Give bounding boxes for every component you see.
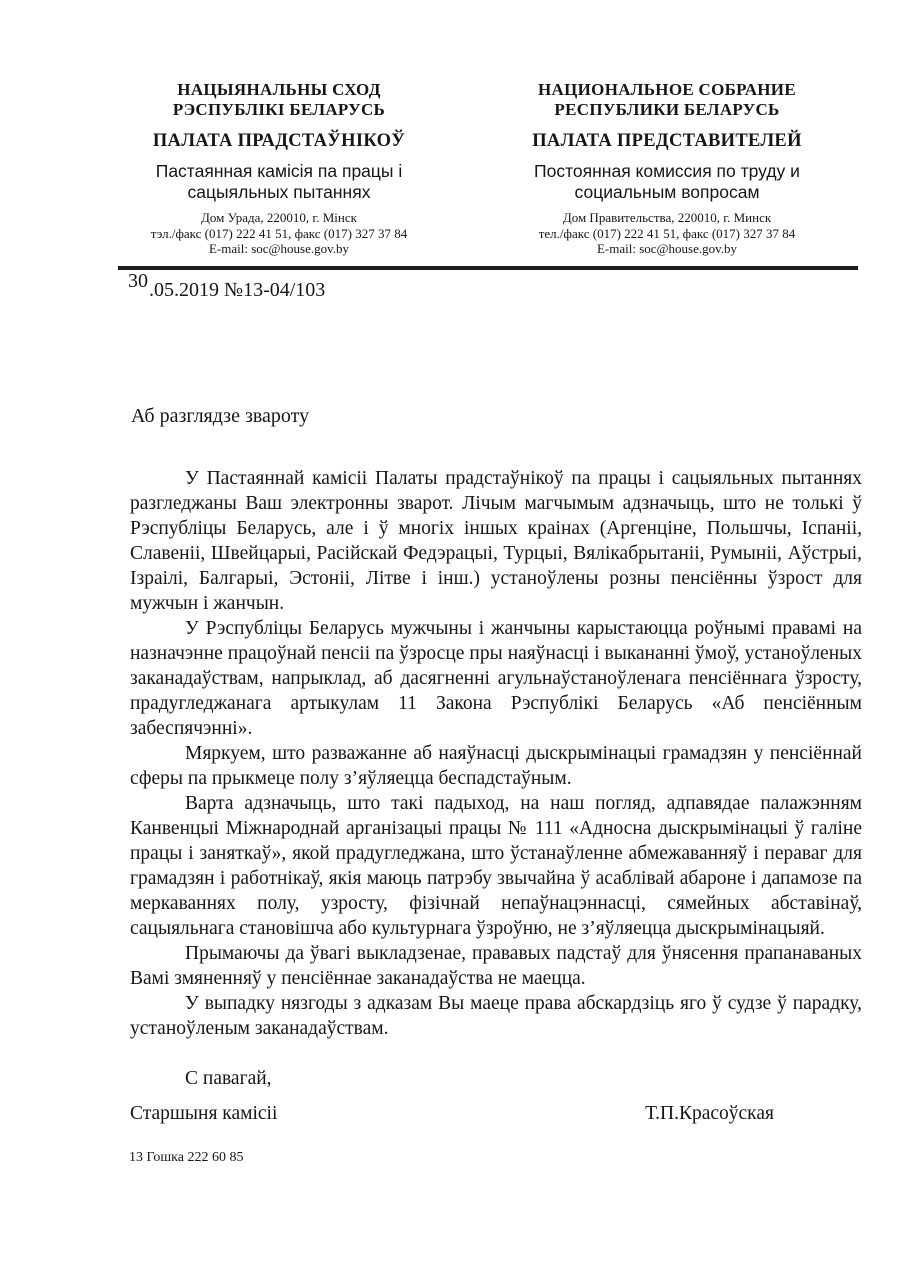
body-paragraph: У выпадку нязгоды з адказам Вы маеце права абскардзіць яго ў судзе ў парадку, устаноўленым заканадаўствам. — [130, 993, 862, 1039]
letterhead-divider-rule — [118, 266, 858, 270]
letterhead-russian — [508, 80, 826, 257]
commission-name-ru-line2: социальным вопросам — [574, 181, 760, 202]
org-name-by-line1: НАЦЫЯНАЛЬНЫ СХОД — [177, 80, 381, 99]
org-name-ru-line1: НАЦИОНАЛЬНОЕ СОБРАНИЕ — [538, 80, 796, 99]
contact-block-by — [128, 210, 430, 257]
commission-name-by-line1: Пастаянная камісія па працы і — [155, 161, 403, 181]
commission-name-by — [128, 161, 430, 202]
signer-position: Старшыня камісіі — [130, 1103, 278, 1124]
address-ru: Дом Правительства, 220010, г. Минск — [562, 210, 772, 225]
reference-date-number: .05.2019 №13-04/103 — [149, 279, 326, 301]
letter-body — [130, 466, 862, 1041]
body-paragraph: Прымаючы да ўвагі выкладзенае, прававых падстаў для ўнясення прапанаваных Вамі змяненняў у пенсіённае заканадаўства не маецца. — [130, 943, 862, 989]
org-name-ru — [508, 80, 826, 120]
body-paragraph: У Рэспубліцы Беларусь мужчыны і жанчыны карыстаюцца роўнымі правамі на назначэнне працоўнай пенсіі па ўзросце пры наяўнасці і выкананні ўмоў, устаноўленых заканадаўствам, напрыклад, аб дасягненні агульнаўстаноўленага пенсіённага ўзросту, прадугледжанага артыкулам 11 Закона Рэспублікі Беларусь «Аб пенсіённым забеспячэнні». — [130, 618, 862, 739]
phone-ru: тел./факс (017) 222 41 51, факс (017) 327 37 84 — [538, 225, 796, 241]
org-name-ru-line2: РЕСПУБЛИКИ БЕЛАРУСЬ — [554, 100, 780, 119]
email-ru: E-mail: soc@house.gov.by — [596, 241, 738, 256]
chamber-name-ru: ПАЛАТА ПРЕДСТАВИТЕЛЕЙ — [532, 131, 802, 151]
commission-name-ru — [508, 161, 826, 202]
body-paragraph: У Пастаяннай камісіі Палаты прадстаўнікоў па працы і сацыяльных пытаннях разгледжаны Ваш электронны зварот. Лічым магчымым адзначыць, што не толькі ў Рэспубліцы Беларусь, але і ў многіх іншых краінах (Аргенціне, Польшчы, Іспаніі, Славеніі, Швейцарыі, Расійскай Федэрацыі, Турцыі, Вялікабрытаніі, Румыніі, Аўстрыі, Ізраілі, Балгарыі, Эстоніі, Літве і інш.) устаноўлены розны пенсіённы ўзрост для мужчын і жанчын. — [130, 468, 862, 614]
email-by: E-mail: soc@house.gov.by — [208, 241, 350, 256]
signer-name: Т.П.Красоўская — [645, 1103, 774, 1124]
org-name-by — [128, 80, 430, 120]
letterhead-belarusian — [128, 80, 430, 257]
address-by: Дом Урада, 220010, г. Мінск — [201, 210, 357, 225]
commission-name-ru-line1: Постоянная комиссия по труду и — [534, 161, 800, 181]
org-name-by-line2: РЭСПУБЛІКІ БЕЛАРУСЬ — [172, 100, 386, 119]
body-paragraph: Варта адзначыць, што такі падыход, на наш погляд, адпавядае палажэнням Канвенцыі Міжнароднай арганізацыі працы № 111 «Адносна дыскрымінацыі ў галіне працы і заняткаў», якой прадугледжана, што ўстанаўленне абмежаванняў і пераваг для грамадзян і работнікаў, якія маюць патрэбу звычайна ў асаблівай абароне і дапамозе па меркаваннях полу, узросту, фізічнай непаўнацэннасці, сямейных абставінаў, сацыяльнага становішча або культурнага ўзроўню, не з’яўляецца дыскрымінацыяй. — [130, 793, 862, 939]
contact-block-ru — [508, 210, 826, 257]
letterhead — [118, 80, 858, 257]
reference-day: 30 — [128, 270, 148, 292]
commission-name-by-line2: сацыяльных пытаннях — [187, 181, 371, 202]
subject-line: Аб разглядзе звароту — [131, 405, 310, 427]
phone-by: тэл./факс (017) 222 41 51, факс (017) 327 37 84 — [150, 225, 408, 241]
signature-row — [130, 1103, 774, 1125]
closing-salutation: С павагай, — [185, 1068, 272, 1089]
reference-line — [128, 270, 326, 302]
chamber-name-by: ПАЛАТА ПРАДСТАЎНІКОЎ — [152, 131, 406, 151]
executor-note: 13 Гошка 222 60 85 — [129, 1150, 244, 1165]
body-paragraph: Мяркуем, што разважанне аб наяўнасці дыскрымінацыі грамадзян у пенсіённай сферы па прыкмеце полу з’яўляецца беспадстаўным. — [130, 743, 862, 789]
